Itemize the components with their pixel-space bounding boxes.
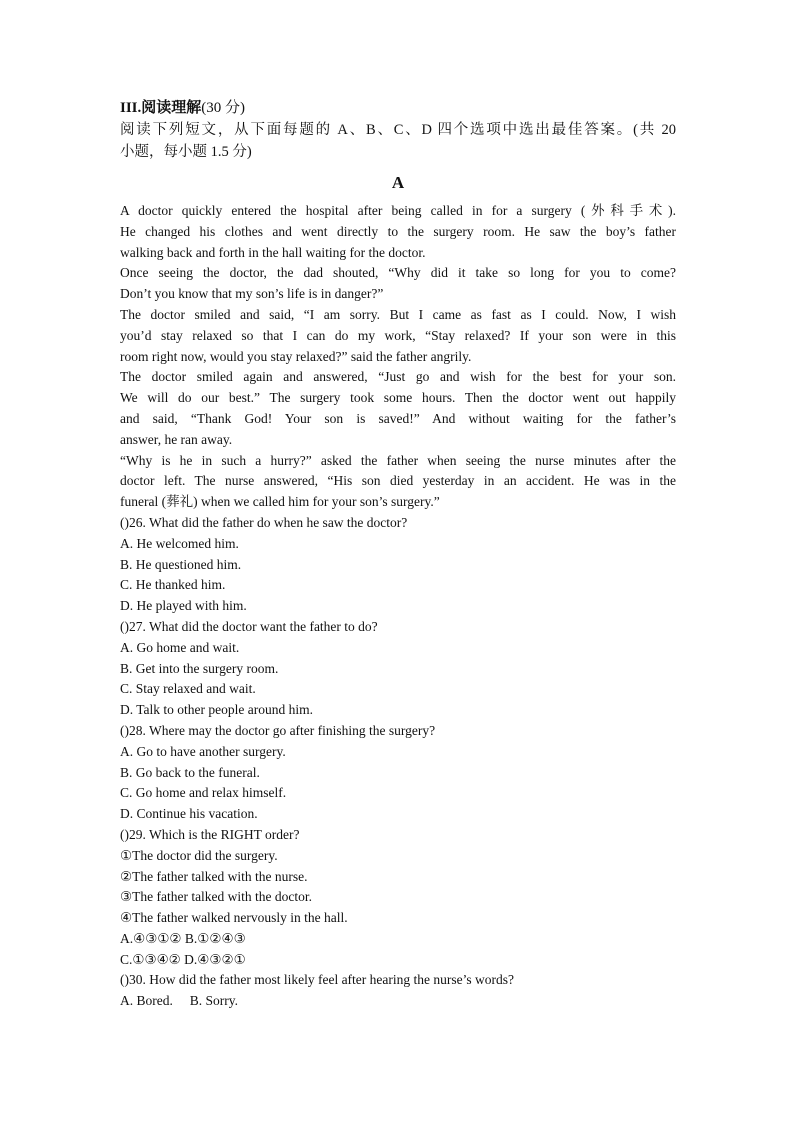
order-item: ②The father talked with the nurse. [120,868,308,884]
passage-line: room right now, would you stay relaxed?” said the father angrily. [120,348,472,364]
option-line: C. Stay relaxed and wait. [120,681,256,697]
order-item: ③The father talked with the doctor. [120,889,313,905]
option-line: A. Go to have another surgery. [120,743,286,759]
passage-line: and said, “Thank God! Your son is saved!” And without waiting for the father’s [120,410,676,426]
questions-list [120,513,676,1012]
order-item: ①The doctor did the surgery. [120,847,278,863]
passage-line: We will do our best.” The surgery took some hours. Then the doctor went out happily [120,390,676,406]
passage-line: The doctor smiled again and answered, “Just go and wish for the best for your son. [120,369,676,385]
order-item: ④The father walked nervously in the hall. [120,910,348,926]
option-line: B. Get into the surgery room. [120,660,279,676]
option-line: D. He played with him. [120,598,247,614]
passage-line: A doctor quickly entered the hospital after being called in for a surgery (外科手术). [120,203,676,218]
question-stem-30: ()30. How did the father most likely feel after hearing the nurse’s words? [120,972,514,988]
option-line: C. He thanked him. [120,577,226,593]
question-stem-28: ()28. Where may the doctor go after finishing the surgery? [120,722,436,738]
option-line: D. Talk to other people around him. [120,702,314,718]
passage-line: “Why is he in such a hurry?” asked the father when seeing the nurse minutes after the [120,452,676,468]
section-title [120,97,676,119]
passage-line: Don’t you know that my son’s life is in danger?” [120,286,384,302]
option-line: A. Bored. B. Sorry. [120,993,238,1009]
option-line: B. He questioned him. [120,556,242,572]
passage-line: you’d stay relaxed so that I can do my work, “Stay relaxed? If your son were in this [120,327,676,343]
section-title-score: (30 分) [201,100,246,116]
document-page [120,97,676,1012]
option-line: C. Go home and relax himself. [120,785,287,801]
section-title-label: III.阅读理解 [120,100,202,116]
instructions-line-2: 小题，每小题 1.5 分) [120,144,252,160]
passage-line: funeral (葬礼) when we called him for your son’s surgery.” [120,494,440,510]
option-line: A. He welcomed him. [120,535,239,551]
passage-line: Once seeing the doctor, the dad shouted, “Why did it take so long for you to come? [120,265,676,281]
passage-line: doctor left. The nurse answered, “His son died yesterday in an accident. He was in the [120,473,676,489]
question-stem-27: ()27. What did the doctor want the father to do? [120,618,378,634]
passage-line: walking back and forth in the hall waiting for the doctor. [120,244,426,260]
passage-line: answer, he ran away. [120,431,233,447]
question-stem-29: ()29. Which is the RIGHT order? [120,826,300,842]
passage-line: He changed his clothes and went directly to the surgery room. He saw the boy’s father [120,223,676,239]
option-line: C.①③④② D.④③②① [120,951,246,967]
instructions-line-1: 阅读下列短文，从下面每题的 A、B、C、D 四个选项中选出最佳答案。(共 20 [120,122,676,138]
option-line: A. Go home and wait. [120,639,240,655]
passage-line: The doctor smiled and said, “I am sorry. But I came as fast as I could. Now, I wish [120,306,676,322]
option-line: A.④③①② B.①②④③ [120,930,246,946]
option-line: B. Go back to the funeral. [120,764,260,780]
passage-heading: A [391,173,405,192]
passage-body [120,201,676,513]
option-line: D. Continue his vacation. [120,806,258,822]
question-stem-26: ()26. What did the father do when he saw the doctor? [120,514,408,530]
